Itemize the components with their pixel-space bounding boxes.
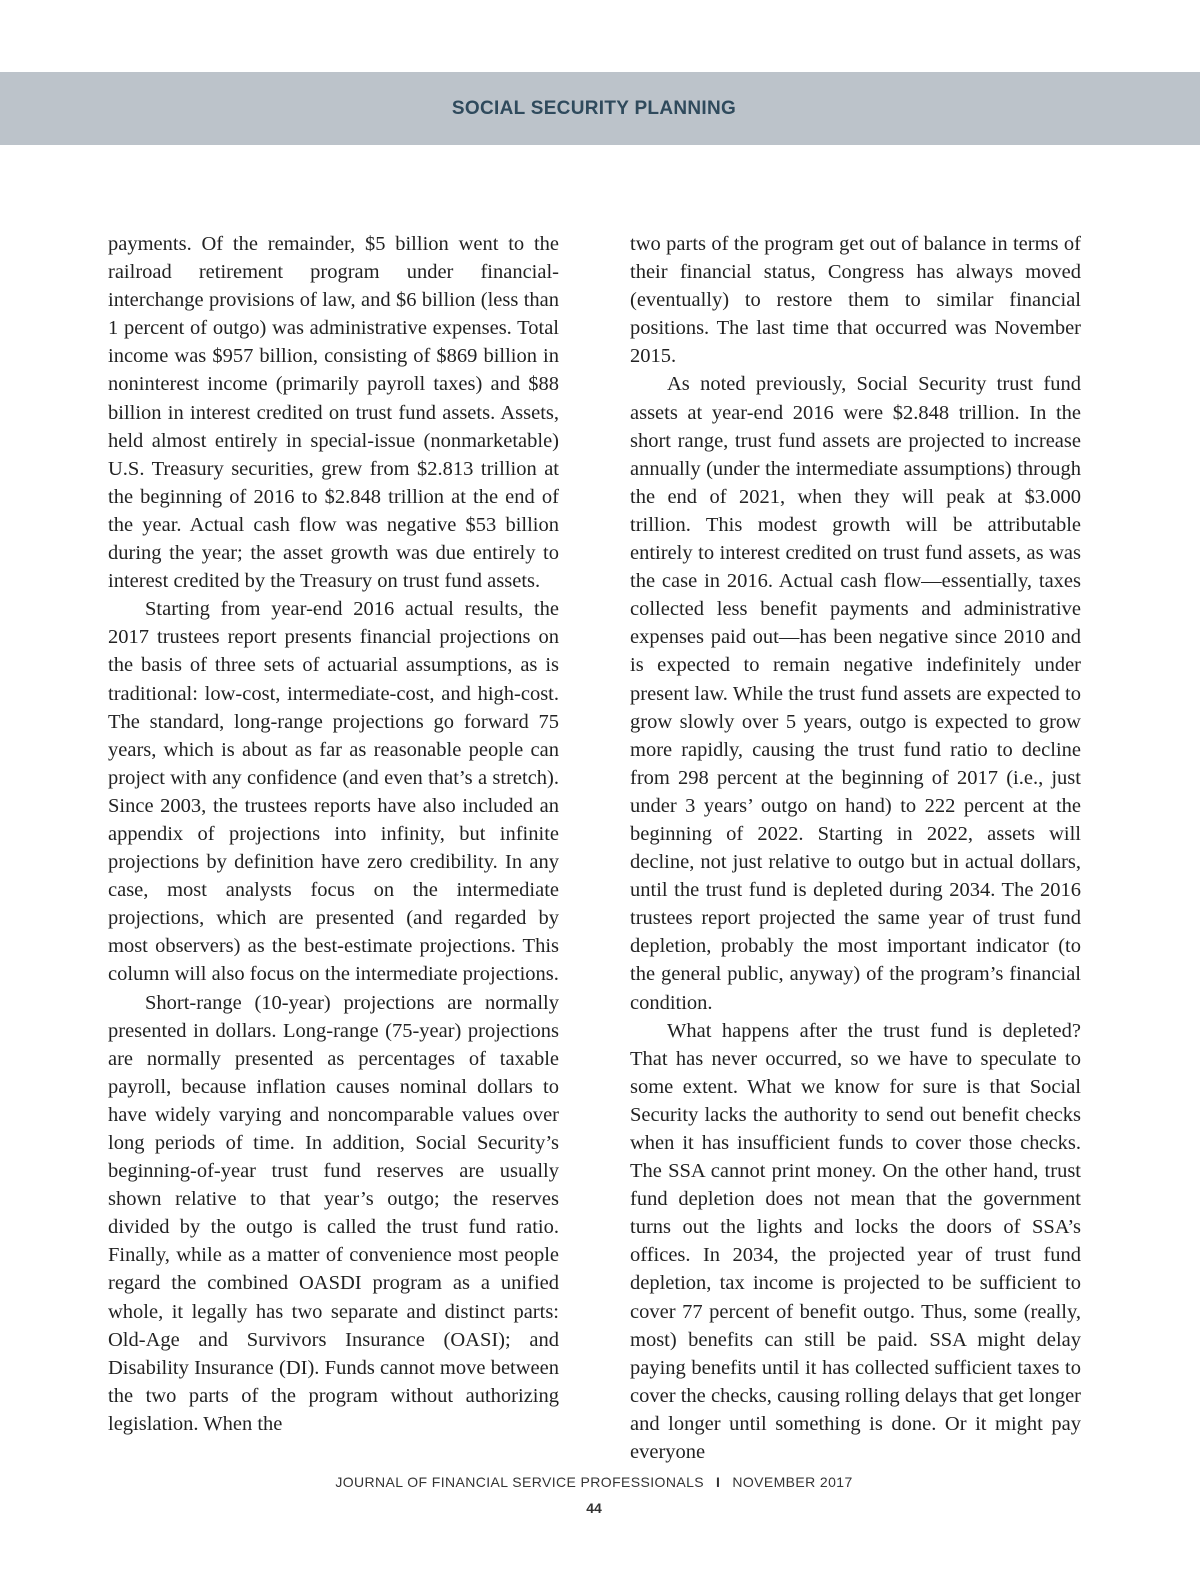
footer-separator: I xyxy=(716,1474,721,1490)
footer-journal-line xyxy=(0,1474,1188,1490)
journal-name: JOURNAL OF FINANCIAL SERVICE PROFESSIONALS xyxy=(335,1474,705,1490)
paragraph: two parts of the program get out of balance in terms of their financial status, Congress has always moved (eventually) to restore them to similar financial positions. The last time that occurred was November 2015. xyxy=(630,233,1081,368)
paragraph: Starting from year-end 2016 actual results, the 2017 trustees report presents financial projections on the basis of three sets of actuarial assumptions, as is traditional: low-cost, intermediate-cost, and high-cost. The standard, long-range projections go forward 75 years, which is about as far as reasonable people can project with any confidence (and even that’s a stretch). Since 2003, the trustees reports have also included an appendix of projections into infinity, but infinite projections by definition have zero credibility. In any case, most analysts focus on the intermediate projections, which are presented (and regarded by most observers) as the best-estimate projections. This column will also focus on the intermediate projections. xyxy=(108,598,559,986)
paragraph: What happens after the trust fund is depleted? That has never occurred, so we have to speculate to some extent. What we know for sure is that Social Security lacks the authority to send out benefit checks when it has insufficient funds to cover those checks. The SSA cannot print money. On the other hand, trust fund depletion does not mean that the government turns out the lights and locks the doors of SSA’s offices. In 2034, the projected year of trust fund depletion, tax income is projected to be sufficient to cover 77 percent of benefit outgo. Thus, some (really, most) benefits can still be paid. SSA might delay paying benefits until it has collected sufficient taxes to cover the checks, causing rolling delays that get longer and longer until something is done. Or it might pay everyone xyxy=(630,1019,1081,1464)
paragraph: As noted previously, Social Security trust fund assets at year-end 2016 were $2.848 trillion. In the short range, trust fund assets are projected to increase annually (under the intermediate assumptions) through the end of 2021, when they will peak at $3.000 trillion. This modest growth will be attributable entirely to interest credited on trust fund assets, as was the case in 2016. Actual cash flow—essentially, taxes collected less benefit payments and administrative expenses paid out—has been negative since 2010 and is expected to remain negative indefinitely under present law. While the trust fund assets are expected to grow slowly over 5 years, outgo is expected to grow more rapidly, causing the trust fund ratio to decline from 298 percent at the beginning of 2017 (i.e., just under 3 years’ outgo on hand) to 222 percent at the beginning of 2022. Starting in 2022, assets will decline, not just relative to outgo but in actual dollars, until the trust fund is depleted during 2034. The 2016 trustees report projected the same year of trust fund depletion, probably the most important indicator (to the general public, anyway) of the program’s financial condition. xyxy=(630,373,1081,1014)
right-text-column xyxy=(630,230,1081,1466)
issue-date: NOVEMBER 2017 xyxy=(732,1474,853,1490)
page-number: 44 xyxy=(586,1500,602,1516)
paragraph: payments. Of the remainder, $5 billion went to the railroad retirement program under financial-interchange provisions of law, and $6 billion (less than 1 percent of outgo) was administrative expenses. Total income was $957 billion, consisting of $869 billion in noninterest income (primarily payroll taxes) and $88 billion in interest credited on trust fund assets. Assets, held almost entirely in special-issue (nonmarketable) U.S. Treasury securities, grew from $2.813 trillion at the beginning of 2016 to $2.848 trillion at the end of the year. Actual cash flow was negative $53 billion during the year; the asset growth was due entirely to interest credited by the Treasury on trust fund assets. xyxy=(108,233,559,593)
left-text-column xyxy=(108,230,559,1438)
paragraph: Short-range (10-year) projections are normally presented in dollars. Long-range (75-year) projections are normally presented as percentages of taxable payroll, because inflation causes nominal dollars to have widely varying and noncomparable values over long periods of time. In addition, Social Security’s beginning-of-year trust fund reserves are usually shown relative to that year’s outgo; the reserves divided by the outgo is called the trust fund ratio. Finally, while as a matter of convenience most people regard the combined OASDI program as a unified whole, it legally has two separate and distinct parts: Old-Age and Survivors Insurance (OASI); and Disability Insurance (DI). Funds cannot move between the two parts of the program without authorizing legislation. When the xyxy=(108,991,559,1435)
section-title: SOCIAL SECURITY PLANNING xyxy=(451,98,737,119)
